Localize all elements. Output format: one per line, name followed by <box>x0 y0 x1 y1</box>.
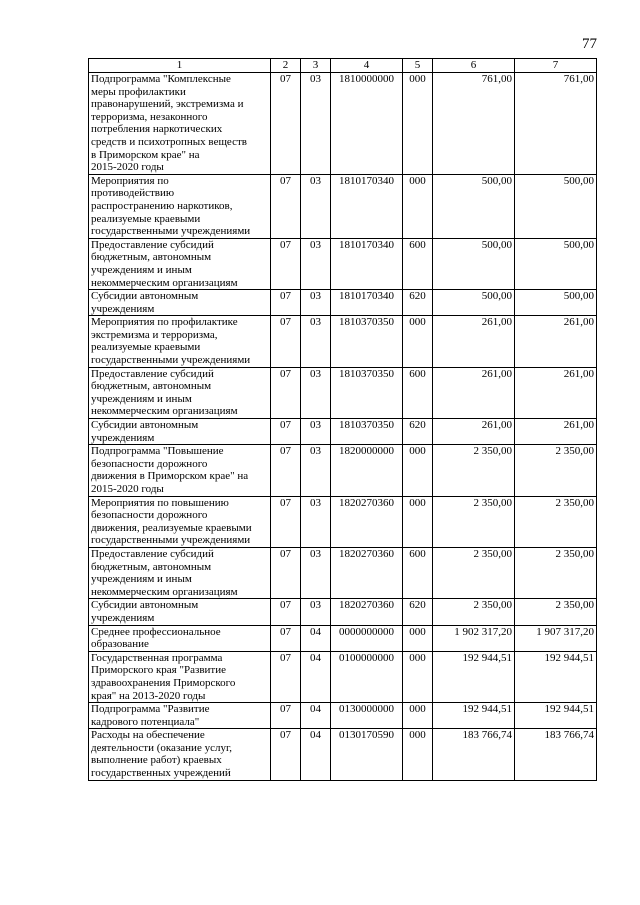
item-name-line: учреждениям <box>91 611 155 624</box>
expense-type-cell: 000 <box>403 703 433 729</box>
amount-cell: 261,00 <box>433 316 515 367</box>
item-name-cell <box>89 729 271 780</box>
expense-type-cell: 600 <box>403 547 433 598</box>
item-name-line: некоммерческим организациям <box>91 585 238 598</box>
target-article-cell: 1810000000 <box>331 73 403 175</box>
expense-type-cell: 620 <box>403 290 433 316</box>
item-name-cell <box>89 316 271 367</box>
item-name-line: Мероприятия по <box>91 174 169 187</box>
item-name-line: некоммерческим организациям <box>91 405 238 418</box>
target-article-cell: 0130000000 <box>331 703 403 729</box>
amount-cell: 500,00 <box>433 174 515 238</box>
subsection-code-cell: 03 <box>301 599 331 625</box>
subsection-code-cell: 04 <box>301 625 331 651</box>
table-row <box>89 290 597 316</box>
item-name-line: государственных учреждений <box>91 767 231 780</box>
section-code-cell: 07 <box>271 496 301 547</box>
item-name-line: 2015-2020 годы <box>91 483 164 495</box>
expense-type-cell: 000 <box>403 445 433 496</box>
amount-cell: 261,00 <box>515 419 597 445</box>
expense-type-cell: 000 <box>403 496 433 547</box>
subsection-code-cell: 03 <box>301 290 331 316</box>
target-article-cell: 1820270360 <box>331 599 403 625</box>
table-row <box>89 496 597 547</box>
item-name-line: кадрового потенциала" <box>91 715 200 728</box>
subsection-code-cell: 04 <box>301 703 331 729</box>
item-name-line: Субсидии автономным <box>91 290 199 303</box>
item-name-line: Предоставление субсидий <box>91 547 214 560</box>
item-name-line: здравоохранения Приморского <box>91 676 236 689</box>
amount-cell: 2 350,00 <box>433 445 515 496</box>
section-code-cell: 07 <box>271 367 301 418</box>
table-header <box>89 59 597 73</box>
item-name-cell <box>89 238 271 289</box>
item-name-cell <box>89 703 271 729</box>
item-name-line: образование <box>91 638 149 651</box>
target-article-cell: 1820000000 <box>331 445 403 496</box>
item-name-line: некоммерческим организациям <box>91 276 238 289</box>
section-code-cell: 07 <box>271 547 301 598</box>
target-article-cell: 1810170340 <box>331 238 403 289</box>
item-name-cell <box>89 625 271 651</box>
section-code-cell: 07 <box>271 703 301 729</box>
section-code-cell: 07 <box>271 625 301 651</box>
item-name-line: Подпрограмма "Повышение <box>91 445 224 458</box>
amount-cell: 261,00 <box>433 419 515 445</box>
header-col-7: 7 <box>515 59 597 73</box>
item-name-line: государственными учреждениями <box>91 354 251 367</box>
item-name-line: государственными учреждениями <box>91 534 251 547</box>
table-row <box>89 703 597 729</box>
item-name-line: Подпрограмма "Развитие <box>91 703 210 716</box>
item-name-cell <box>89 419 271 445</box>
section-code-cell: 07 <box>271 290 301 316</box>
item-name-line: правонарушений, экстремизма и <box>91 98 244 111</box>
table-row <box>89 238 597 289</box>
item-name-cell <box>89 651 271 702</box>
item-name-line: государственными учреждениями <box>91 225 251 238</box>
expense-type-cell: 000 <box>403 729 433 780</box>
target-article-cell: 0100000000 <box>331 651 403 702</box>
subsection-code-cell: 03 <box>301 496 331 547</box>
expense-type-cell: 000 <box>403 625 433 651</box>
item-name-line: реализуемые краевыми <box>91 341 201 354</box>
item-name-line: Предоставление субсидий <box>91 238 214 251</box>
item-name-line: реализуемые краевыми <box>91 212 201 225</box>
target-article-cell: 1810370350 <box>331 316 403 367</box>
item-name-line: бюджетным, автономным <box>91 380 212 393</box>
header-row <box>89 59 597 73</box>
amount-cell: 500,00 <box>515 238 597 289</box>
section-code-cell: 07 <box>271 174 301 238</box>
item-name-line: противодействию <box>91 187 175 200</box>
subsection-code-cell: 03 <box>301 174 331 238</box>
expense-type-cell: 620 <box>403 419 433 445</box>
target-article-cell: 1810370350 <box>331 419 403 445</box>
item-name-line: учреждениям <box>91 431 155 444</box>
amount-cell: 761,00 <box>433 73 515 175</box>
amount-cell: 1 902 317,20 <box>433 625 515 651</box>
amount-cell: 192 944,51 <box>433 651 515 702</box>
target-article-cell: 1820270360 <box>331 496 403 547</box>
item-name-line: Субсидии автономным <box>91 599 199 612</box>
table-row <box>89 367 597 418</box>
subsection-code-cell: 03 <box>301 547 331 598</box>
table-row <box>89 625 597 651</box>
target-article-cell: 1810170340 <box>331 290 403 316</box>
item-name-line: учреждениям и иным <box>91 263 192 276</box>
item-name-line: движения, реализуемые краевыми <box>91 521 252 534</box>
amount-cell: 1 907 317,20 <box>515 625 597 651</box>
item-name-line: Подпрограмма "Комплексные <box>91 73 231 85</box>
item-name-cell <box>89 547 271 598</box>
item-name-line: деятельности (оказание услуг, <box>91 741 232 754</box>
item-name-line: Государственная программа <box>91 651 223 664</box>
item-name-line: распространению наркотиков, <box>91 199 233 212</box>
amount-cell: 261,00 <box>515 367 597 418</box>
expense-type-cell: 620 <box>403 599 433 625</box>
section-code-cell: 07 <box>271 651 301 702</box>
item-name-cell <box>89 290 271 316</box>
item-name-line: терроризма, незаконного <box>91 110 208 123</box>
subsection-code-cell: 03 <box>301 367 331 418</box>
header-col-5: 5 <box>403 59 433 73</box>
expense-type-cell: 600 <box>403 238 433 289</box>
subsection-code-cell: 03 <box>301 73 331 175</box>
table-row <box>89 73 597 175</box>
table-row <box>89 445 597 496</box>
section-code-cell: 07 <box>271 445 301 496</box>
amount-cell: 500,00 <box>515 174 597 238</box>
item-name-line: Приморского края "Развитие <box>91 664 226 677</box>
item-name-line: бюджетным, автономным <box>91 560 212 573</box>
item-name-line: Предоставление субсидий <box>91 367 214 380</box>
expense-type-cell: 000 <box>403 174 433 238</box>
section-code-cell: 07 <box>271 419 301 445</box>
amount-cell: 2 350,00 <box>433 547 515 598</box>
item-name-line: движения в Приморском крае" на <box>91 470 249 483</box>
target-article-cell: 1820270360 <box>331 547 403 598</box>
amount-cell: 500,00 <box>433 290 515 316</box>
subsection-code-cell: 04 <box>301 651 331 702</box>
amount-cell: 2 350,00 <box>433 599 515 625</box>
header-col-2: 2 <box>271 59 301 73</box>
item-name-cell <box>89 496 271 547</box>
item-name-line: учреждениям и иным <box>91 573 192 586</box>
table-row <box>89 316 597 367</box>
item-name-line: Расходы на обеспечение <box>91 729 205 742</box>
item-name-line: учреждениям <box>91 302 155 315</box>
target-article-cell: 0130170590 <box>331 729 403 780</box>
amount-cell: 261,00 <box>515 316 597 367</box>
item-name-cell <box>89 73 271 175</box>
header-col-1: 1 <box>89 59 271 73</box>
section-code-cell: 07 <box>271 599 301 625</box>
subsection-code-cell: 03 <box>301 238 331 289</box>
item-name-line: выполнение работ) краевых <box>91 754 222 767</box>
item-name-cell <box>89 599 271 625</box>
item-name-line: Мероприятия по повышению <box>91 496 229 509</box>
item-name-line: Субсидии автономным <box>91 419 199 432</box>
item-name-line: потребления наркотических <box>91 123 223 136</box>
amount-cell: 183 766,74 <box>515 729 597 780</box>
section-code-cell: 07 <box>271 316 301 367</box>
table-body <box>89 73 597 781</box>
table-row <box>89 599 597 625</box>
amount-cell: 2 350,00 <box>515 547 597 598</box>
amount-cell: 500,00 <box>433 238 515 289</box>
section-code-cell: 07 <box>271 73 301 175</box>
header-col-4: 4 <box>331 59 403 73</box>
header-col-3: 3 <box>301 59 331 73</box>
item-name-cell <box>89 174 271 238</box>
item-name-line: в Приморском крае" на <box>91 148 200 161</box>
item-name-cell <box>89 445 271 496</box>
expense-type-cell: 600 <box>403 367 433 418</box>
item-name-line: безопасности дорожного <box>91 509 208 522</box>
table-row <box>89 729 597 780</box>
item-name-line: Среднее профессиональное <box>91 625 221 638</box>
header-col-6: 6 <box>433 59 515 73</box>
expense-type-cell: 000 <box>403 73 433 175</box>
item-name-line: меры профилактики <box>91 85 186 98</box>
amount-cell: 261,00 <box>433 367 515 418</box>
amount-cell: 192 944,51 <box>515 703 597 729</box>
item-name-cell <box>89 367 271 418</box>
table-row <box>89 174 597 238</box>
page-number: 77 <box>582 36 597 52</box>
target-article-cell: 1810370350 <box>331 367 403 418</box>
amount-cell: 2 350,00 <box>433 496 515 547</box>
subsection-code-cell: 03 <box>301 316 331 367</box>
amount-cell: 2 350,00 <box>515 445 597 496</box>
target-article-cell: 1810170340 <box>331 174 403 238</box>
item-name-line: 2015-2020 годы <box>91 161 164 174</box>
item-name-line: учреждениям и иным <box>91 392 192 405</box>
item-name-line: края" на 2013-2020 годы <box>91 689 206 702</box>
subsection-code-cell: 04 <box>301 729 331 780</box>
subsection-code-cell: 03 <box>301 419 331 445</box>
section-code-cell: 07 <box>271 238 301 289</box>
amount-cell: 192 944,51 <box>433 703 515 729</box>
table-row <box>89 651 597 702</box>
expense-type-cell: 000 <box>403 316 433 367</box>
table-row <box>89 547 597 598</box>
item-name-line: бюджетным, автономным <box>91 251 212 264</box>
amount-cell: 500,00 <box>515 290 597 316</box>
amount-cell: 761,00 <box>515 73 597 175</box>
table-row <box>89 419 597 445</box>
section-code-cell: 07 <box>271 729 301 780</box>
budget-table <box>88 58 597 781</box>
amount-cell: 192 944,51 <box>515 651 597 702</box>
expense-type-cell: 000 <box>403 651 433 702</box>
amount-cell: 2 350,00 <box>515 496 597 547</box>
amount-cell: 183 766,74 <box>433 729 515 780</box>
item-name-line: безопасности дорожного <box>91 457 208 470</box>
item-name-line: Мероприятия по профилактике <box>91 316 238 329</box>
amount-cell: 2 350,00 <box>515 599 597 625</box>
subsection-code-cell: 03 <box>301 445 331 496</box>
item-name-line: средств и психотропных веществ <box>91 135 247 148</box>
item-name-line: экстремизма и терроризма, <box>91 328 218 341</box>
target-article-cell: 0000000000 <box>331 625 403 651</box>
